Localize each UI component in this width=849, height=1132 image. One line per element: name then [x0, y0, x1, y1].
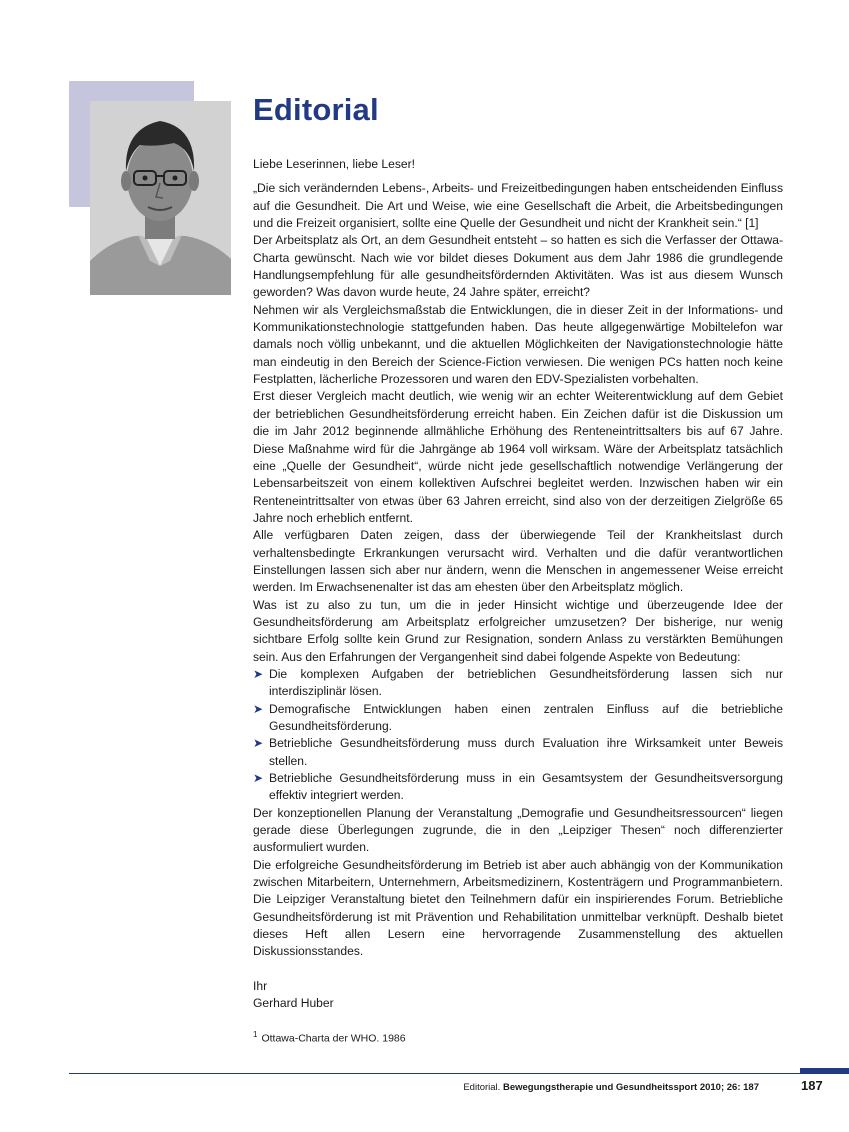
footnote	[253, 1028, 783, 1046]
arrow-bullet-icon: ➤	[253, 736, 264, 751]
page-title: Editorial	[253, 92, 379, 127]
footer-section: Editorial.	[463, 1082, 501, 1093]
signoff-greeting: Ihr	[253, 978, 268, 993]
author-portrait	[90, 101, 231, 295]
paragraph: Alle verfügbaren Daten zeigen, dass der überwiegende Teil der Krankheitslast durch verhaltensbedingte Erkrankungen verursacht wird. Verhalten und die dafür verantwortlichen Einstellungen lassen sich aber nur ändern, wenn die Menschen in angemessener Weise erreicht werden. Im Erwachsenenalter ist das am ehesten über den Arbeitsplatz möglich.	[253, 528, 783, 595]
arrow-bullet-icon: ➤	[253, 771, 264, 786]
footnote-text: Ottawa-Charta der WHO. 1986	[261, 1032, 406, 1044]
salutation: Liebe Leserinnen, liebe Leser!	[253, 157, 416, 171]
footer-rule	[69, 1073, 849, 1074]
paragraph: Was ist zu also zu tun, um die in jeder Hinsicht wichtige und überzeugende Idee der Gesundheitsförderung am Arbeitsplatz erfolgreicher umzusetzen? Der bisherige, nur wenig sichtbare Erfolg sollte kein Grund zur Resignation, sondern Anlass zu verstärkten Bemühungen sein. Aus den Erfahrungen der Vergangenheit sind dabei folgende Aspekte von Bedeutung:	[253, 597, 783, 664]
paragraph: Erst dieser Vergleich macht deutlich, wie wenig wir an echter Weiterentwicklung auf dem Gebiet der betrieblichen Gesundheitsförderung erreicht haben. Ein Zeichen dafür ist die Diskussion um die im Jahr 2012 beginnende allmähliche Erhöhung des Renteneintrittsalters bis auf 67 Jahre. Diese Maßnahme wird für die Jahrgänge ab 1964 voll wirksam. Wäre der Arbeitsplatz tatsächlich eine „Quelle der Gesundheit“, würde nicht jede gesellschaftlich notwendige Verlängerung der Lebensarbeitszeit von einem kollektiven Aufschrei begleitet werden. Inzwischen haben wir ein Renteneintrittsalter von etwas über 63 Jahren erreicht, sind also von der derzeitigen Zielgröße 65 Jahre noch erheblich entfernt.	[253, 389, 783, 525]
signoff	[253, 978, 783, 1013]
footer-journal: Bewegungstherapie und Gesundheitssport 2010; 26: 187	[502, 1082, 759, 1093]
footer-rule-accent	[800, 1068, 849, 1073]
list-item: ➤ Die komplexen Aufgaben der betrieblichen Gesundheitsförderung lassen sich nur interdisziplinär lösen.	[253, 666, 783, 699]
list-item: ➤ Betriebliche Gesundheitsförderung muss in ein Gesamtsystem der Gesundheitsversorgung effektiv integriert werden.	[253, 771, 783, 803]
list-item: ➤ Demografische Entwicklungen haben einen zentralen Einfluss auf die betriebliche Gesundheitsförderung.	[253, 701, 783, 733]
arrow-bullet-icon: ➤	[253, 701, 264, 716]
paragraph: Die erfolgreiche Gesundheitsförderung im Betrieb ist aber auch abhängig von der Kommunikation zwischen Mitarbeitern, Unternehmern, Arbeitsmedizinern, Kostenträgern und Programmanbietern. Die Leipziger Veranstaltung bietet den Teilnehmern dafür ein inspirierendes Forum. Betriebliche Gesundheitsförderung ist mit Prävention und Rehabilitation unmittelbar verknüpft. Deshalb bietet dieses Heft allen Lesern eine hervorragende Zusammenstellung des aktuellen Diskussionsstandes.	[253, 857, 783, 959]
footnote-marker: 1	[253, 1029, 258, 1039]
paragraph: Nehmen wir als Vergleichsmaßstab die Entwicklungen, die in dieser Zeit in der Informations- und Kommunikationstechnologie stattgefunden haben. Das heute allgegenwärtige Mobiltelefon war damals noch völlig unbekannt, und die aktuellen Möglichkeiten der Navigationstechnologie hätte man eindeutig in den Bereich der Science-Fiction verwiesen. Die wenigen PCs hatten noch keine Festplatten, lächerliche Prozessoren und waren den EDV-Spezialisten vorbehalten.	[253, 302, 783, 387]
footer-citation	[463, 1082, 759, 1093]
arrow-bullet-icon: ➤	[253, 666, 264, 681]
author-name: Gerhard Huber	[253, 996, 334, 1011]
page-number: 187	[801, 1078, 823, 1093]
list-item: ➤ Betriebliche Gesundheitsförderung muss durch Evaluation ihre Wirksamkeit unter Beweis stellen.	[253, 736, 783, 768]
bullet-list	[253, 666, 783, 805]
paragraph: Der konzeptionellen Planung der Veranstaltung „Demografie und Gesundheitsressourcen“ liegen gerade diese Überlegungen zugrunde, die in den „Leipziger Thesen“ noch differenzierter ausformuliert wurden.	[253, 805, 783, 855]
paragraph: Der Arbeitsplatz als Ort, an dem Gesundheit entsteht – so hatten es sich die Verfasser der Ottawa-Charta gewünscht. Nach wie vor bildet dieses Dokument aus dem Jahr 1986 die grundlegende Handlungsempfehlung für alle gesundheitsfördernden Aktivitäten. Was ist aus diesem Wunsch geworden? Was davon wurde heute, 24 Jahre später, erreicht?	[253, 233, 783, 300]
article-body	[253, 156, 783, 1045]
paragraph: „Die sich verändernden Lebens-, Arbeits- und Freizeitbedingungen haben entscheidenden Einfluss auf die Gesundheit. Die Art und Weise, wie eine Gesellschaft die Arbeit, die Arbeitsbedingungen und die Freizeit organisiert, sollte eine Quelle der Gesundheit und nicht der Krankheit sein.“ [1]	[253, 181, 783, 231]
